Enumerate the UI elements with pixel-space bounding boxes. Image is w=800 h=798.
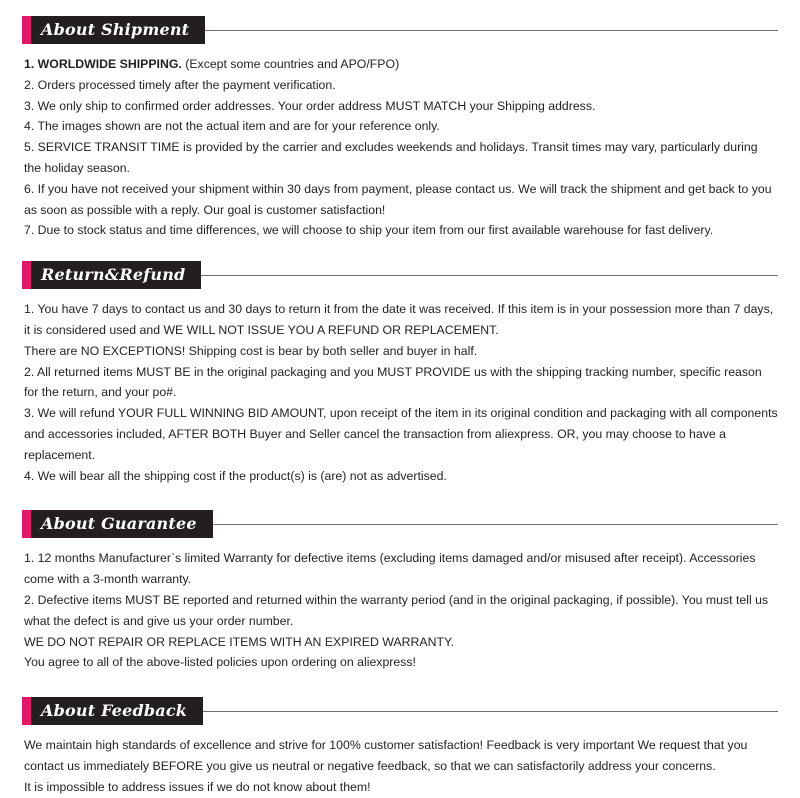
paragraph-bold-lead: 1. WORLDWIDE SHIPPING. <box>24 57 182 71</box>
section-title: About Guarantee <box>31 510 213 538</box>
paragraph: 4. We will bear all the shipping cost if the product(s) is (are) not as advertised. <box>24 468 447 483</box>
section-header-about-shipment <box>22 16 778 44</box>
spacer <box>22 490 778 510</box>
section-header-about-feedback <box>22 697 778 725</box>
section-title: Return&Refund <box>31 261 201 289</box>
paragraph: 6. If you have not received your shipment within 30 days from payment, please contact us. We will track the shipment and get back to you as soon as possible with a reply. Our goal is customer satisfaction! <box>24 181 772 217</box>
paragraph: 7. Due to stock status and time differences, we will choose to ship your item from our first available warehouse for fast delivery. <box>24 223 714 238</box>
header-rule <box>205 30 778 31</box>
accent-block <box>22 261 31 289</box>
section-about-shipment <box>22 16 778 241</box>
accent-block <box>22 16 31 44</box>
paragraph: 3. We only ship to confirmed order addresses. Your order address MUST MATCH your Shipping address. <box>24 98 596 113</box>
paragraph-rest: (Except some countries and APO/FPO) <box>181 57 400 71</box>
section-title: About Shipment <box>31 16 205 44</box>
paragraph: 2. Orders processed timely after the payment verification. <box>24 77 336 92</box>
paragraph: 1. You have 7 days to contact us and 30 days to return it from the date it was received. If this item is in your possession more than 7 days, it is considered used and WE WILL NOT ISSUE YOU A REFUND OR REPLACEMENT. <box>24 302 774 337</box>
section-body-about-shipment <box>22 54 778 241</box>
section-header-about-guarantee <box>22 510 778 538</box>
accent-block <box>22 697 31 725</box>
paragraph: 1. 12 months Manufacturer`s limited Warranty for defective items (excluding items damaged and/or misused after receipt). Accessories come with a 3-month warranty. <box>24 551 756 587</box>
paragraph: There are NO EXCEPTIONS! Shipping cost is bear by both seller and buyer in half. <box>24 343 478 358</box>
header-rule <box>213 524 778 525</box>
section-about-feedback <box>22 697 778 797</box>
section-body-about-feedback <box>22 735 778 797</box>
section-body-return-refund <box>22 299 778 486</box>
paragraph: You agree to all of the above-listed policies upon ordering on aliexpress! <box>24 655 416 670</box>
paragraph: WE DO NOT REPAIR OR REPLACE ITEMS WITH AN EXPIRED WARRANTY. <box>24 634 454 649</box>
paragraph: 2. All returned items MUST BE in the original packaging and you MUST PROVIDE us with the shipping tracking number, specific reason for the return, and your po#. <box>24 364 762 400</box>
paragraph: 5. SERVICE TRANSIT TIME is provided by the carrier and excludes weekends and holidays. Transit times may vary, particularly during the holiday season. <box>24 140 758 175</box>
header-rule <box>201 275 778 276</box>
paragraph: 2. Defective items MUST BE reported and returned within the warranty period (and in the original packaging, if possible). You must tell us what the defect is and give us your order number. <box>24 592 769 628</box>
section-body-about-guarantee <box>22 548 778 673</box>
spacer <box>22 245 778 261</box>
section-title: About Feedback <box>31 697 203 725</box>
paragraph: 3. We will refund YOUR FULL WINNING BID AMOUNT, upon receipt of the item in its original condition and packaging with all components and accessories included, AFTER BOTH Buyer and Seller cancel the transaction from aliexpress. OR, you may choose to have a replacement. <box>24 406 778 462</box>
paragraph: It is impossible to address issues if we do not know about them! <box>24 779 371 794</box>
section-about-guarantee <box>22 510 778 673</box>
section-header-return-refund <box>22 261 778 289</box>
paragraph <box>24 54 778 75</box>
section-return-refund <box>22 261 778 486</box>
paragraph: We maintain high standards of excellence and strive for 100% customer satisfaction! Feedback is very important We request that you contact us immediately BEFORE you give us neutral or negative feedback, so that we can satisfactorily address your concerns. <box>24 738 748 773</box>
paragraph: 4. The images shown are not the actual item and are for your reference only. <box>24 119 440 134</box>
spacer <box>22 677 778 697</box>
header-rule <box>203 711 778 712</box>
accent-block <box>22 510 31 538</box>
